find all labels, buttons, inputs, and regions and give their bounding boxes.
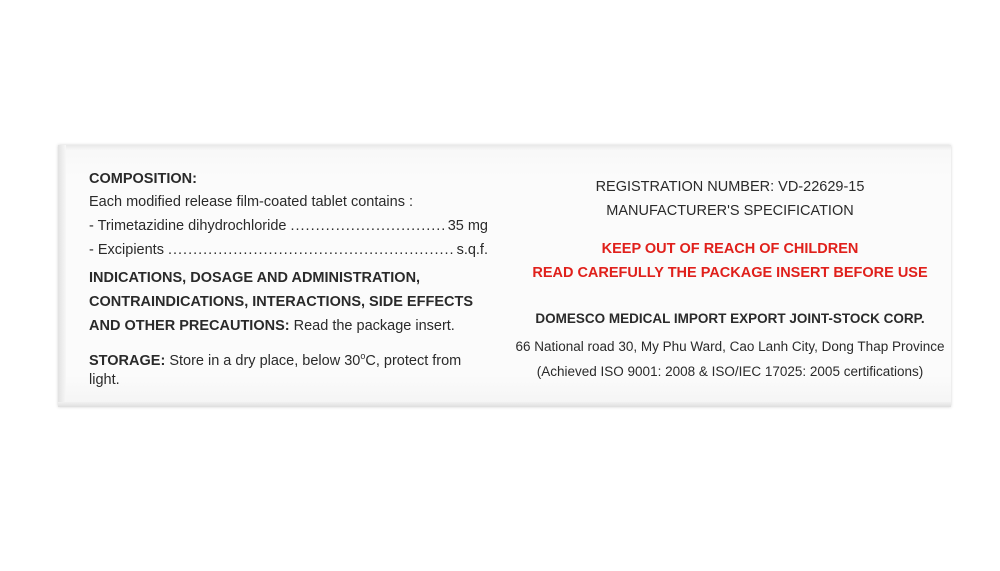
box-edge-bottom <box>58 402 951 407</box>
precautions-label: AND OTHER PRECAUTIONS: <box>89 318 290 334</box>
degree-sign: o <box>360 351 366 361</box>
composition-item-trimetazidine <box>89 217 488 235</box>
dot-leader <box>168 241 453 259</box>
precautions-text: Read the package insert. <box>293 318 455 334</box>
warning-keep-out: KEEP OUT OF REACH OF CHILDREN <box>601 241 859 257</box>
ingredient-name: - Excipients <box>89 242 164 258</box>
warning-read-insert: READ CAREFULLY THE PACKAGE INSERT BEFORE USE <box>532 265 928 281</box>
indications-line-3 <box>89 317 455 335</box>
indications-line-1: INDICATIONS, DOSAGE AND ADMINISTRATION, <box>89 270 421 286</box>
storage-label: STORAGE: <box>89 352 166 369</box>
registration-number: REGISTRATION NUMBER: VD-22629-15 <box>595 179 865 195</box>
ingredient-amount: 35 mg <box>447 218 488 234</box>
storage-text-a: Store in a dry place, below 30 <box>169 352 361 369</box>
storage-text-b: C, protect from <box>365 352 462 369</box>
storage-line-1 <box>89 347 461 370</box>
manufacturer-address: 66 National road 30, My Phu Ward, Cao Lanh City, Dong Thap Province <box>515 339 945 354</box>
indications-line-2: CONTRAINDICATIONS, INTERACTIONS, SIDE EFFECTS <box>89 294 473 310</box>
box-edge-top <box>58 145 951 150</box>
composition-intro: Each modified release film-coated tablet contains : <box>89 194 414 210</box>
ingredient-amount: s.q.f. <box>456 242 488 258</box>
manufacturer-certifications: (Achieved ISO 9001: 2008 & ISO/IEC 17025: 2005 certifications) <box>536 364 924 379</box>
box-edge-left <box>58 145 66 407</box>
composition-heading: COMPOSITION: <box>89 171 197 187</box>
dot-leader <box>290 217 443 235</box>
ingredient-name: - Trimetazidine dihydrochloride <box>89 218 287 234</box>
composition-item-excipients <box>89 241 488 259</box>
storage-line-2: light. <box>89 372 120 388</box>
manufacturer-name: DOMESCO MEDICAL IMPORT EXPORT JOINT-STOCK CORP. <box>535 311 925 326</box>
manufacturer-specification: MANUFACTURER'S SPECIFICATION <box>606 203 854 219</box>
